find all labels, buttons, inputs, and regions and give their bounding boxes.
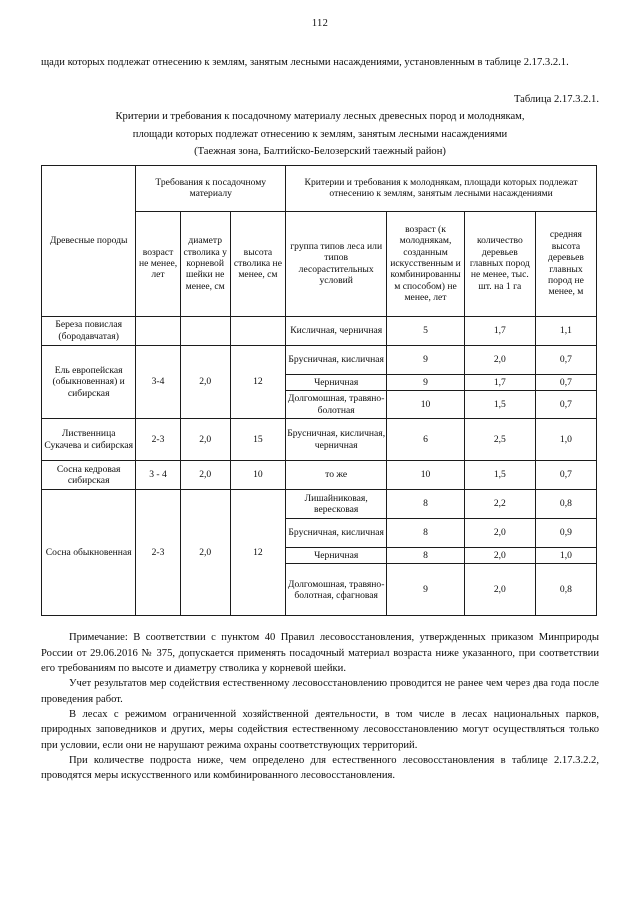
cell-species: Лиственница Сукачева и сибирская xyxy=(42,419,136,461)
cell-forest-type-group: Брусничная, кисличная xyxy=(286,519,387,548)
cell-age: 2-3 xyxy=(136,419,180,461)
table-row xyxy=(42,461,597,490)
cell-stem-diameter: 2,0 xyxy=(180,419,230,461)
cell-avg-height: 1,0 xyxy=(535,548,596,564)
cell-avg-height: 0,7 xyxy=(535,345,596,374)
header-species: Древесные породы xyxy=(42,165,136,316)
header-avg-height: средняя высота деревьев главных пород не менее, м xyxy=(535,211,596,316)
header-forest-type-group: группа типов леса или типов лесорастительных условий xyxy=(286,211,387,316)
note-paragraph-3: В лесах с режимом ограниченной хозяйственной деятельности, в том числе в лесах национальных парков, природных заповедников и других, меры содействия естественному лесовосстановлению могут осуществляться только при условии, если они не нарушают режима охраны соответствующих территорий. xyxy=(41,708,599,751)
table-header-row-group xyxy=(42,165,597,211)
document-page xyxy=(0,18,640,923)
table-caption-block xyxy=(41,92,599,159)
cell-avg-height: 0,7 xyxy=(535,391,596,419)
table-number-label: Таблица 2.17.3.2.1. xyxy=(513,94,599,106)
note-paragraph-2: Учет результатов мер содействия естественному лесовосстановлению проводится не ранее чем через два года после проведения работ. xyxy=(41,678,599,705)
header-stem-height: высота стволика не менее, см xyxy=(230,211,286,316)
cell-young-age: 10 xyxy=(387,461,465,490)
intro-text-block xyxy=(41,55,599,70)
table-title-line-3: (Таежная зона, Балтийско-Белозерский таежный район) xyxy=(194,146,446,158)
table-row xyxy=(42,345,597,374)
note-paragraph-4: При количестве подроста ниже, чем определено для естественного лесовосстановления в таблице 2.17.3.2.2, проводятся меры искусственного или комбинированного лесовосстановления. xyxy=(41,754,599,782)
cell-forest-type-group: Черничная xyxy=(286,548,387,564)
cell-young-age: 8 xyxy=(387,519,465,548)
table-row xyxy=(42,419,597,461)
header-planting-material: Требования к посадочному материалу xyxy=(136,165,286,211)
intro-paragraph: щади которых подлежат отнесению к землям, занятым лесными насаждениями, установленным в таблице 2.17.3.2.1. xyxy=(41,57,569,68)
cell-stem-height xyxy=(230,316,286,345)
cell-avg-height: 0,7 xyxy=(535,461,596,490)
header-age: возраст не менее, лет xyxy=(136,211,180,316)
cell-age: 3 - 4 xyxy=(136,461,180,490)
table-body xyxy=(42,316,597,616)
cell-avg-height: 1,1 xyxy=(535,316,596,345)
header-tree-count: количество деревьев главных пород не менее, тыс. шт. на 1 га xyxy=(464,211,535,316)
cell-avg-height: 0,8 xyxy=(535,490,596,519)
table-row xyxy=(42,316,597,345)
cell-forest-type-group: Брусничная, кисличная, черничная xyxy=(286,419,387,461)
cell-age: 2-3 xyxy=(136,490,180,616)
cell-tree-count: 1,7 xyxy=(464,316,535,345)
cell-young-age: 9 xyxy=(387,374,465,390)
cell-stem-diameter: 2,0 xyxy=(180,345,230,418)
cell-stem-diameter xyxy=(180,316,230,345)
note-paragraph-1: Примечание: В соответствии с пунктом 40 Правил лесовосстановления, утвержденных приказом Минприроды России от 29.06.2016 № 375, допускается применять посадочный материал возраста ниже указанного, при соответствии его требованиям по высоте и диаметру стволика у корневой шейки. xyxy=(41,632,599,675)
cell-age: 3-4 xyxy=(136,345,180,418)
header-stem-diameter: диаметр стволика у корневой шейки не менее, см xyxy=(180,211,230,316)
cell-young-age: 9 xyxy=(387,345,465,374)
cell-forest-type-group: Долгомошная, травяно-болотная, сфагновая xyxy=(286,564,387,616)
cell-forest-type-group: то же xyxy=(286,461,387,490)
cell-avg-height: 0,9 xyxy=(535,519,596,548)
cell-forest-type-group: Черничная xyxy=(286,374,387,390)
cell-avg-height: 0,7 xyxy=(535,374,596,390)
cell-stem-height: 12 xyxy=(230,345,286,418)
cell-forest-type-group: Кисличная, черничная xyxy=(286,316,387,345)
cell-young-age: 6 xyxy=(387,419,465,461)
cell-tree-count: 2,5 xyxy=(464,419,535,461)
table-row xyxy=(42,490,597,519)
cell-tree-count: 2,2 xyxy=(464,490,535,519)
cell-age xyxy=(136,316,180,345)
cell-young-age: 5 xyxy=(387,316,465,345)
cell-young-age: 10 xyxy=(387,391,465,419)
cell-young-age: 9 xyxy=(387,564,465,616)
cell-species: Сосна кедровая сибирская xyxy=(42,461,136,490)
cell-forest-type-group: Долгомошная, травяно-болотная xyxy=(286,391,387,419)
table-title-line-1: Критерии и требования к посадочному материалу лесных древесных пород и молоднякам, xyxy=(115,111,525,123)
cell-stem-height: 10 xyxy=(230,461,286,490)
cell-species: Сосна обыкновенная xyxy=(42,490,136,616)
cell-tree-count: 2,0 xyxy=(464,345,535,374)
criteria-table xyxy=(41,165,597,617)
cell-stem-height: 12 xyxy=(230,490,286,616)
table-title-line-2: площади которых подлежат отнесению к землям, занятым лесными насаждениями xyxy=(132,128,508,140)
cell-forest-type-group: Лишайниковая, вересковая xyxy=(286,490,387,519)
header-young-age: возраст (к молоднякам, созданным искусственным и комбинированным способом) не менее, лет xyxy=(387,211,465,316)
cell-stem-diameter: 2,0 xyxy=(180,461,230,490)
cell-avg-height: 0,8 xyxy=(535,564,596,616)
notes-block xyxy=(41,630,599,783)
cell-species: Ель европейская (обыкновенная) и сибирская xyxy=(42,345,136,418)
cell-young-age: 8 xyxy=(387,548,465,564)
cell-tree-count: 1,5 xyxy=(464,391,535,419)
table-head xyxy=(42,165,597,316)
cell-tree-count: 2,0 xyxy=(464,519,535,548)
cell-young-age: 8 xyxy=(387,490,465,519)
cell-tree-count: 1,5 xyxy=(464,461,535,490)
cell-avg-height: 1,0 xyxy=(535,419,596,461)
cell-tree-count: 2,0 xyxy=(464,564,535,616)
cell-tree-count: 1,7 xyxy=(464,374,535,390)
cell-forest-type-group: Брусничная, кисличная xyxy=(286,345,387,374)
cell-stem-height: 15 xyxy=(230,419,286,461)
page-number: 112 xyxy=(311,18,329,29)
header-young-stands: Критерии и требования к молоднякам, площади которых подлежат отнесению к землям, занятым лесными насаждениями xyxy=(286,165,597,211)
cell-stem-diameter: 2,0 xyxy=(180,490,230,616)
cell-species: Береза повислая (бородавчатая) xyxy=(42,316,136,345)
cell-tree-count: 2,0 xyxy=(464,548,535,564)
